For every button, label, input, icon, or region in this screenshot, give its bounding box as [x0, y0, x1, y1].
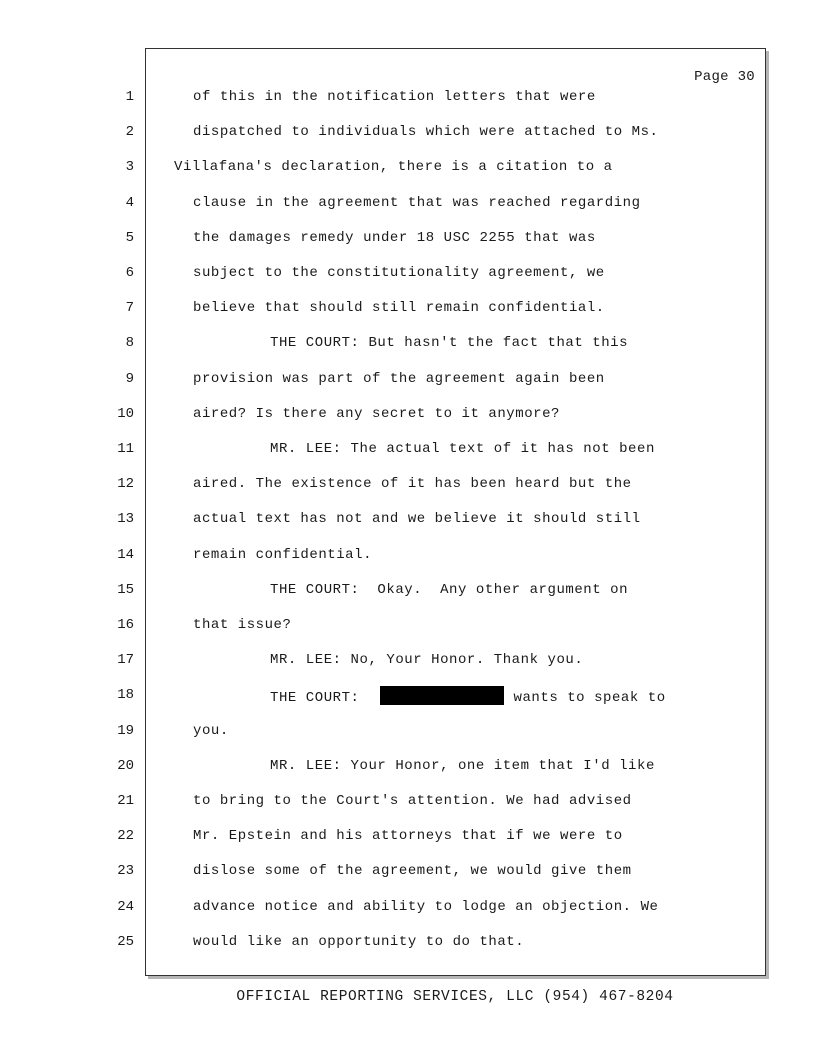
line-number: 3	[125, 159, 134, 176]
transcript-line: dispatched to individuals which were attached to Ms.	[193, 124, 659, 141]
line-number: 14	[117, 546, 134, 563]
line-number: 21	[117, 793, 134, 809]
line-number: 4	[125, 194, 134, 211]
transcript-line: provision was part of the agreement again been	[193, 370, 605, 387]
line-number: 15	[117, 581, 134, 598]
transcript-line: aired. The existence of it has been heard but the	[193, 476, 632, 493]
transcript-line: aired? Is there any secret to it anymore?	[193, 405, 561, 422]
line-number: 24	[117, 898, 134, 915]
line-number: 7	[125, 300, 134, 317]
line-number: 8	[125, 335, 134, 352]
line-number: 2	[125, 124, 134, 141]
line-number: 9	[125, 370, 134, 387]
speaker-label: THE COURT:	[270, 690, 360, 707]
transcript-line: THE COURT: Okay. Any other argument on	[270, 581, 629, 598]
line-number: 6	[125, 265, 134, 281]
line-number: 17	[117, 652, 134, 669]
transcript-line: advance notice and ability to lodge an objection. We	[193, 898, 659, 915]
transcript-line	[270, 686, 666, 707]
transcript-line: MR. LEE: Your Honor, one item that I'd like	[270, 757, 655, 774]
transcript-line: dislose some of the agreement, we would give them	[193, 863, 632, 880]
line-number: 5	[125, 229, 134, 246]
transcript-line: actual text has not and we believe it should still	[193, 511, 641, 528]
line-number: 12	[117, 476, 134, 493]
transcript-line: Mr. Epstein and his attorneys that if we were to	[193, 828, 623, 845]
transcript-line: remain confidential.	[193, 546, 373, 563]
transcript-line: Villafana's declaration, there is a citation to a	[174, 159, 613, 176]
line-number: 22	[117, 828, 134, 845]
line-number: 20	[117, 757, 134, 774]
transcript-line: MR. LEE: The actual text of it has not been	[270, 441, 655, 457]
line-continuation: wants to speak to	[513, 690, 666, 707]
transcript-line: you.	[193, 722, 229, 739]
transcript-line: believe that should still remain confidential.	[193, 300, 605, 317]
line-number: 11	[117, 441, 134, 457]
page-number: Page 30	[694, 69, 755, 85]
line-number: 23	[117, 863, 134, 880]
line-number: 19	[117, 722, 134, 739]
transcript-line: would like an opportunity to do that.	[193, 933, 525, 950]
transcript-line: subject to the constitutionality agreement, we	[193, 265, 605, 281]
transcript-line: THE COURT: But hasn't the fact that this	[270, 335, 629, 352]
transcript-line: to bring to the Court's attention. We had advised	[193, 793, 632, 809]
line-number: 1	[125, 89, 134, 105]
line-number: 13	[117, 511, 134, 528]
line-number: 25	[117, 933, 134, 950]
transcript-line: that issue?	[193, 617, 292, 633]
transcript-line: clause in the agreement that was reached regarding	[193, 194, 641, 211]
line-number: 16	[117, 617, 134, 633]
transcript-line: the damages remedy under 18 USC 2255 that was	[193, 229, 596, 246]
line-number: 18	[117, 687, 134, 704]
transcript-line: of this in the notification letters that were	[193, 89, 596, 105]
line-number: 10	[117, 405, 134, 422]
page-footer: OFFICIAL REPORTING SERVICES, LLC (954) 467-8204	[236, 989, 674, 1005]
transcript-line: MR. LEE: No, Your Honor. Thank you.	[270, 652, 584, 669]
redaction-bar	[380, 686, 504, 705]
